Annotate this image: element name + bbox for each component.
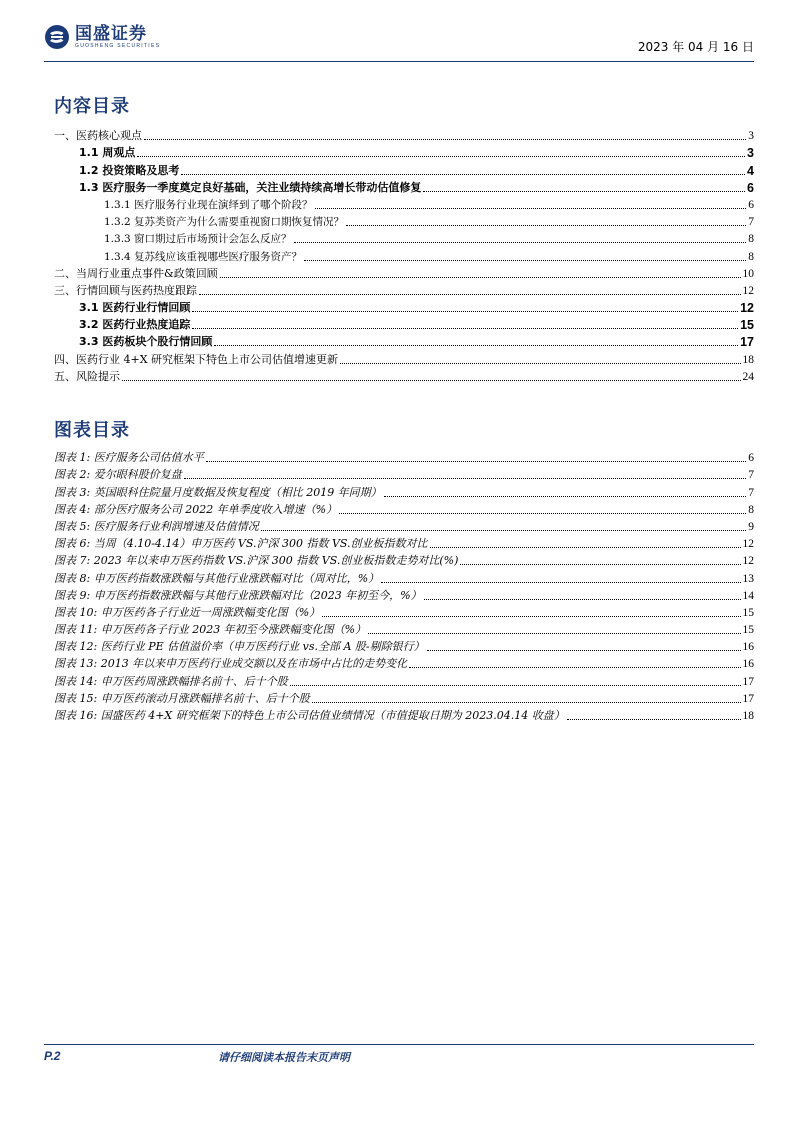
figure-entry[interactable] [54, 568, 754, 585]
dot-leader [304, 260, 746, 261]
figure-entry[interactable] [54, 551, 754, 568]
figure-entry-page: 18 [742, 710, 754, 722]
figure-entry-page: 7 [748, 469, 754, 482]
toc-entry-title: 四、医药行业 4+X 研究框架下特色上市公司估值增速更新 [54, 352, 339, 366]
figure-entry-title: 图表 6: 当周（4.10-4.14）申万医药 VS.沪深 300 指数 VS.创业板指数对比 [54, 537, 428, 551]
figure-entry[interactable] [54, 603, 754, 620]
figure-entry[interactable] [54, 465, 754, 482]
toc-entry-page: 3 [748, 130, 754, 143]
dot-leader [384, 496, 747, 497]
figure-entry-page: 9 [748, 520, 754, 533]
toc-entry[interactable] [54, 281, 754, 298]
figure-entry[interactable] [54, 689, 754, 706]
figure-entry[interactable] [54, 517, 754, 534]
figure-entry-page: 16 [742, 641, 754, 654]
figure-entry-title: 图表 5: 医疗服务行业利润增速及估值情况 [54, 519, 259, 533]
dot-leader [430, 547, 741, 548]
toc-entry[interactable] [54, 126, 754, 143]
toc-entry-page: 12 [742, 284, 754, 297]
figure-entry-page: 16 [742, 658, 754, 671]
figure-entry-page: 17 [742, 675, 754, 688]
dot-leader [294, 242, 747, 243]
figure-entry-page: 8 [748, 503, 754, 516]
page-header [44, 24, 754, 60]
company-logo [44, 24, 160, 50]
toc-entry[interactable] [54, 160, 754, 177]
toc-entry[interactable] [54, 367, 754, 384]
toc-entry-page: 24 [742, 370, 754, 383]
toc-entry-title: 3.3 医药板块个股行情回顾 [79, 335, 213, 349]
figure-entry[interactable] [54, 586, 754, 603]
toc-entry-title: 五、风险提示 [54, 369, 120, 383]
toc-entry-page: 6 [747, 180, 754, 195]
dot-leader [144, 139, 746, 140]
figure-entry[interactable] [54, 671, 754, 688]
figure-entry-title: 图表 7: 2023 年以来申万医药指数 VS.沪深 300 指数 VS.创业板指数走势对比(%) [54, 554, 459, 568]
figure-entry[interactable] [54, 500, 754, 517]
toc-entry-page: 8 [748, 250, 754, 263]
dot-leader [312, 702, 741, 703]
dot-leader [460, 564, 740, 565]
dot-leader [199, 294, 741, 295]
figure-entry-page: 13 [742, 572, 754, 585]
toc-entry-page: 17 [740, 335, 754, 350]
toc-entry-title: 1.3 医疗服务一季度奠定良好基础，关注业绩持续高增长带动估值修复 [79, 180, 422, 194]
dot-leader [192, 328, 738, 329]
dot-leader [192, 311, 738, 312]
toc-entry[interactable] [54, 298, 754, 315]
toc-entry-page: 18 [742, 353, 754, 366]
logo-name: 国盛证券 [75, 24, 147, 44]
figure-entry[interactable] [54, 706, 754, 723]
toc-entry-page: 6 [748, 198, 754, 211]
figure-entry-title: 图表 4: 部分医疗服务公司 2022 年单季度收入增速（%） [54, 502, 338, 516]
dot-leader [424, 599, 741, 600]
dot-leader [381, 582, 740, 583]
toc-entry-title: 三、行情回顾与医药热度跟踪 [54, 283, 197, 297]
figure-entry[interactable] [54, 620, 754, 637]
toc-entry[interactable] [54, 332, 754, 349]
dot-leader [315, 208, 747, 209]
toc-entry[interactable] [54, 349, 754, 366]
figure-entry-page: 17 [742, 692, 754, 705]
figure-entry-title: 图表 15: 申万医药滚动月涨跌幅排名前十、后十个股 [54, 691, 310, 705]
toc-entry-title: 1.2 投资策略及思考 [79, 163, 180, 177]
logo-subtext: GUOSHENG SECURITIES [75, 43, 161, 49]
toc-entry-page: 10 [742, 267, 754, 280]
figure-entry-page: 6 [748, 452, 754, 465]
toc-entry[interactable] [54, 229, 754, 246]
toc-entry[interactable] [54, 246, 754, 263]
toc-entry-page: 15 [740, 318, 754, 333]
figure-entry-page: 12 [742, 555, 754, 568]
figure-entry-page: 15 [742, 624, 754, 637]
dot-leader [340, 363, 740, 364]
toc-entry-title: 3.1 医药行业行情回顾 [79, 301, 191, 315]
toc-entry[interactable] [54, 195, 754, 212]
dot-leader [427, 650, 741, 651]
figure-entry-title: 图表 16: 国盛医药 4+X 研究框架下的特色上市公司估值业绩情况（市值提取日期为 2023.04.14 收盘） [54, 709, 565, 722]
figure-entry[interactable] [54, 654, 754, 671]
dot-leader [409, 667, 740, 668]
figure-entry[interactable] [54, 448, 754, 465]
toc-entry-title: 3.2 医药行业热度追踪 [79, 318, 191, 332]
toc-entry-page: 8 [748, 233, 754, 246]
dot-leader [290, 685, 741, 686]
toc-entry-title: 1.1 周观点 [79, 146, 136, 160]
figure-entry-title: 图表 8: 申万医药指数涨跌幅与其他行业涨跌幅对比（周对比，%） [54, 571, 380, 585]
figure-entry-page: 14 [742, 589, 754, 602]
dot-leader [339, 513, 746, 514]
toc-entry[interactable] [54, 264, 754, 281]
figure-entry-title: 图表 12: 医药行业 PE 估值溢价率（申万医药行业 vs.全部 A 股-剔除银行） [54, 640, 425, 654]
dot-leader [368, 633, 740, 634]
figure-entry-page: 7 [748, 486, 754, 499]
figures-title: 图表目录 [54, 420, 130, 441]
dot-leader [423, 191, 745, 192]
table-of-contents [54, 126, 754, 384]
figure-entry-title: 图表 1: 医疗服务公司估值水平 [54, 451, 204, 465]
figure-entry[interactable] [54, 534, 754, 551]
dot-leader [206, 461, 747, 462]
figure-entry-title: 图表 10: 申万医药各子行业近一周涨跌幅变化图（%） [54, 605, 321, 619]
dot-leader [214, 345, 738, 346]
page-number: P.2 [44, 1049, 61, 1063]
footer-disclaimer: 请仔细阅读本报告末页声明 [218, 1051, 350, 1064]
toc-entry-page: 7 [748, 216, 754, 229]
dot-leader [220, 277, 741, 278]
toc-entry-title: 1.3.3 窗口期过后市场预计会怎么反应？ [104, 233, 292, 246]
toc-entry[interactable] [54, 143, 754, 160]
figure-entry-title: 图表 9: 申万医药指数涨跌幅与其他行业涨跌幅对比（2023 年初至今，%） [54, 588, 422, 602]
footer-divider [44, 1044, 754, 1045]
figure-entry-title: 图表 11: 申万医药各子行业 2023 年初至今涨跌幅变化图（%） [54, 623, 367, 637]
dot-leader [261, 530, 747, 531]
figure-entry-title: 图表 14: 申万医药周涨跌幅排名前十、后十个股 [54, 674, 288, 688]
list-of-figures [54, 448, 754, 723]
toc-entry[interactable] [54, 212, 754, 229]
dot-leader [346, 225, 746, 226]
dot-leader [181, 174, 745, 175]
figure-entry-title: 图表 3: 英国眼科住院量月度数据及恢复程度（相比 2019 年同期） [54, 485, 382, 499]
toc-entry-page: 12 [740, 301, 754, 316]
figure-entry[interactable] [54, 637, 754, 654]
dot-leader [322, 616, 740, 617]
toc-entry[interactable] [54, 315, 754, 332]
toc-entry-title: 1.3.4 复苏线应该重视哪些医疗服务资产？ [104, 250, 303, 263]
toc-entry-page: 4 [747, 163, 754, 178]
dot-leader [184, 478, 747, 479]
toc-title: 内容目录 [54, 96, 130, 117]
toc-entry-title: 二、当周行业重点事件&政策回顾 [54, 266, 218, 280]
toc-entry-page: 3 [747, 146, 754, 161]
toc-entry[interactable] [54, 178, 754, 195]
dot-leader [567, 719, 741, 720]
guosheng-logo-icon [44, 24, 70, 50]
figure-entry[interactable] [54, 482, 754, 499]
figure-entry-title: 图表 13: 2013 年以来申万医药行业成交额以及在市场中占比的走势变化 [54, 657, 408, 671]
toc-entry-title: 1.3.1 医疗服务行业现在演绎到了哪个阶段？ [104, 198, 313, 211]
dot-leader [122, 380, 741, 381]
toc-entry-title: 一、医药核心观点 [54, 129, 142, 143]
toc-entry-title: 1.3.2 复苏类资产为什么需要重视窗口期恢复情况？ [104, 216, 345, 229]
figure-entry-title: 图表 2: 爱尔眼科股价复盘 [54, 468, 182, 482]
report-date: 2023 年 04 月 16 日 [637, 40, 754, 54]
figure-entry-page: 15 [742, 606, 754, 619]
dot-leader [137, 156, 745, 157]
figure-entry-page: 12 [742, 538, 754, 551]
header-divider [44, 61, 754, 62]
